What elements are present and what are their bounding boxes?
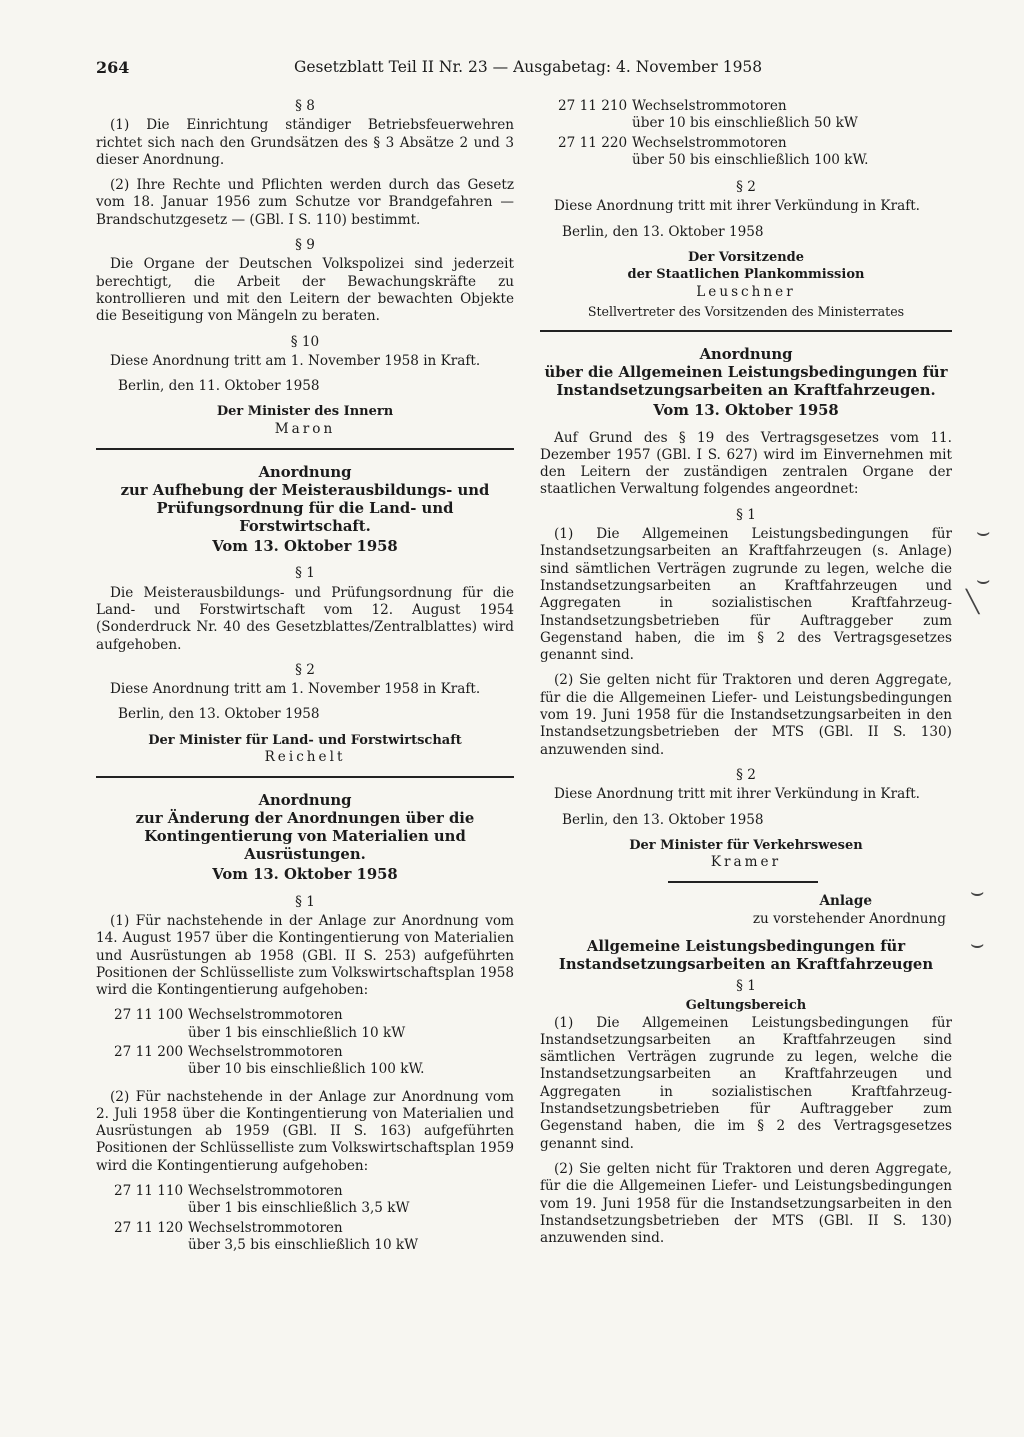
item-code: 27 11 120: [114, 1219, 184, 1236]
paragraph: (2) Sie gelten nicht für Traktoren und deren Aggregate, für die die Allgemeinen Liefer- und Leistungsbedingungen vom 19. Juni 1958 für die Instandsetzungsarbeiten in den Instandsetzungsbetrieben der MTS (GBl. II S. 130) anzuwenden sind.: [540, 672, 952, 758]
signature-title: Der Vorsitzende: [687, 250, 805, 266]
decree-title: Anordnung: [699, 346, 793, 364]
section-heading: § 2: [736, 179, 756, 196]
list-item: [96, 1220, 514, 1255]
item-text: [188, 1220, 514, 1255]
decree-subject: über die Allgemeinen Leistungsbedingungen für Instandsetzungsarbeiten an Kraftfahrzeugen.: [544, 364, 948, 400]
left-column: [96, 98, 514, 1256]
margin-mark-icon: ⌣: [970, 932, 985, 957]
margin-mark-icon: ⌣: [976, 568, 991, 593]
item-code: 27 11 100: [114, 1007, 184, 1024]
decree-subject: zur Aufhebung der Meisterausbildungs- und Prüfungsordnung für die Land- und Forstwirtschaft.: [120, 482, 490, 536]
item-line: Wechselstrommotoren: [188, 1043, 343, 1060]
place-date: Berlin, den 11. Oktober 1958: [118, 378, 320, 395]
decree-date: Vom 13. Oktober 1958: [653, 402, 839, 420]
paragraph: Die Meisterausbildungs- und Prüfungsordnung für die Land- und Forstwirtschaft vom 12. August 1954 (Sonderdruck Nr. 40 des Gesetzblattes/Zentralblattes) wird aufgehoben.: [96, 584, 514, 653]
section-heading: § 1: [736, 977, 756, 994]
item-text: [188, 1183, 514, 1218]
section-subheading: Geltungsbereich: [685, 998, 807, 1014]
paragraph: (2) Für nachstehende in der Anlage zur Anordnung vom 2. Juli 1958 über die Kontingentierung von Materialien und Ausrüstungen ab 1959 (GBl. II S. 163) aufgeführten Positionen der Schlüsselliste zum Volkswirtschaftsplan 1959 wird die Kontingentierung aufgehoben:: [96, 1088, 514, 1174]
list-item: [96, 1044, 514, 1079]
list-item: [540, 135, 952, 170]
paragraph: (1) Die Allgemeinen Leistungsbedingungen für Instandsetzungsarbeiten an Kraftfahrzeugen (s. Anlage) sind sämtlichen Verträgen zugrunde zu legen, welche die Instandsetzungsarbeiten an Kraftfahrzeugen und Aggregaten in sozialistischen Kraftfahrzeug-Instandsetzungsbetrieben für Auftraggeber zum Gegenstand haben, die im § 2 des Vertragsgesetzes genannt sind.: [540, 526, 952, 664]
signature-title: Der Minister des Innern: [216, 404, 394, 420]
paragraph: Die Organe der Deutschen Volkspolizei sind jederzeit berechtigt, die Arbeit der Bewachungskräfte zu kontrollieren und mit den Leitern der bewachten Objekte die Beseitigung von Mängeln zu beraten.: [96, 256, 514, 325]
signature-name: Leuschner: [696, 283, 796, 300]
section-heading: § 1: [295, 565, 315, 582]
page-number: 264: [96, 58, 130, 77]
decree-date: Vom 13. Oktober 1958: [212, 538, 398, 556]
item-line: über 3,5 bis einschließlich 10 kW: [188, 1236, 419, 1253]
signature-name: Reichelt: [264, 749, 346, 766]
paragraph: (1) Die Allgemeinen Leistungsbedingungen für Instandsetzungsarbeiten an Kraftfahrzeugen sind sämtlichen Verträgen zugrunde zu legen, welche die Instandsetzungsarbeiten an Kraftfahrzeugen und Aggregaten in sozialistischen Kraftfahrzeug-Instandsetzungsbetrieben für Auftraggeber zum Gegenstand haben, die im § 2 des Vertragsgesetzes genannt sind.: [540, 1014, 952, 1152]
signature-title: der Staatlichen Plankommission: [627, 267, 865, 283]
item-line: über 1 bis einschließlich 3,5 kW: [188, 1200, 410, 1217]
annex-subtitle: zu vorstehender Anordnung: [752, 910, 946, 927]
divider: [668, 881, 818, 883]
section-heading: § 10: [290, 333, 320, 350]
item-list: [96, 1007, 514, 1078]
paragraph: (1) Die Einrichtung ständiger Betriebsfeuerwehren richtet sich nach den Grundsätzen des § 3 Absätze 2 und 3 dieser Anordnung.: [96, 117, 514, 168]
section-heading: § 1: [736, 506, 756, 523]
signature-name: Maron: [274, 420, 336, 437]
list-item: [96, 1183, 514, 1218]
item-line: Wechselstrommotoren: [188, 1007, 343, 1024]
item-list: [540, 98, 952, 169]
paragraph: Diese Anordnung tritt mit ihrer Verkündung in Kraft.: [554, 786, 921, 803]
place-date: Berlin, den 13. Oktober 1958: [562, 223, 764, 240]
list-item: [540, 98, 952, 133]
item-list: [96, 1183, 514, 1254]
item-line: über 50 bis einschließlich 100 kW.: [632, 151, 869, 168]
section-heading: § 2: [736, 766, 756, 783]
decree-title: Anordnung: [258, 464, 352, 482]
paragraph: (2) Sie gelten nicht für Traktoren und deren Aggregate, für die die Allgemeinen Liefer- und Leistungsbedingungen vom 19. Juni 1958 für die Instandsetzungsarbeiten in den Instandsetzungsbetrieben der MTS (GBl. II S. 130) anzuwenden sind.: [540, 1160, 952, 1247]
signature-title: Der Minister für Verkehrswesen: [629, 837, 863, 853]
section-heading: § 9: [295, 237, 315, 254]
paragraph: Diese Anordnung tritt am 1. November 1958 in Kraft.: [110, 352, 481, 369]
divider: [540, 330, 952, 332]
margin-mark-icon: ⌣: [976, 520, 991, 545]
section-heading: § 1: [295, 893, 315, 910]
annex-heading: Allgemeine Leistungsbedingungen für Instandsetzungsarbeiten an Kraftfahrzeugen: [558, 937, 934, 973]
decree-date: Vom 13. Oktober 1958: [212, 866, 398, 884]
divider: [96, 448, 514, 450]
decree-title: Anordnung: [258, 792, 352, 810]
place-date: Berlin, den 13. Oktober 1958: [562, 811, 764, 828]
paragraph: Diese Anordnung tritt mit ihrer Verkündung in Kraft.: [554, 198, 921, 215]
paragraph: Diese Anordnung tritt am 1. November 1958 in Kraft.: [110, 681, 481, 698]
section-heading: § 2: [295, 661, 315, 678]
item-code: 27 11 220: [558, 134, 628, 151]
right-column: [540, 98, 952, 1255]
item-code: 27 11 110: [114, 1183, 184, 1200]
item-code: 27 11 210: [558, 98, 628, 114]
annex-title: Anlage: [819, 893, 872, 910]
paragraph: (2) Ihre Rechte und Pflichten werden durch das Gesetz vom 18. Januar 1956 zum Schutze vor Brandgefahren — Brandschutzgesetz — (GBl. I S. 110) bestimmt.: [96, 177, 514, 228]
item-line: über 10 bis einschließlich 50 kW: [632, 115, 858, 132]
header-title: Gesetzblatt Teil II Nr. 23 — Ausgabetag: 4. November 1958: [294, 58, 763, 76]
list-item: [96, 1007, 514, 1042]
item-text: [188, 1044, 514, 1079]
divider: [96, 776, 514, 778]
signature-title: Der Minister für Land- und Forstwirtschaft: [148, 732, 462, 748]
item-line: Wechselstrommotoren: [188, 1219, 343, 1236]
item-line: Wechselstrommotoren: [632, 98, 787, 114]
item-line: Wechselstrommotoren: [632, 134, 787, 151]
item-text: [632, 98, 952, 133]
item-line: Wechselstrommotoren: [188, 1183, 343, 1200]
margin-mark-icon: ╲: [966, 590, 980, 615]
margin-mark-icon: ⌣: [970, 880, 985, 905]
paragraph: Auf Grund des § 19 des Vertragsgesetzes vom 11. Dezember 1957 (GBl. I S. 627) wird im Einvernehmen mit den Leitern der zuständigen zentralen Organe der staatlichen Verwaltung folgendes angeordnet:: [540, 429, 952, 498]
section-heading: § 8: [295, 98, 315, 114]
item-text: [632, 135, 952, 170]
signature-role: Stellvertreter des Vorsitzenden des Ministerrates: [587, 303, 905, 319]
page-header: [96, 58, 776, 84]
item-text: [188, 1007, 514, 1042]
item-line: über 1 bis einschließlich 10 kW: [188, 1024, 406, 1041]
paragraph: (1) Für nachstehende in der Anlage zur Anordnung vom 14. August 1957 über die Kontingentierung von Materialien und Ausrüstungen ab 1958 (GBl. II S. 253) aufgeführten Positionen der Schlüsselliste zum Volkswirtschaftsplan 1958 wird die Kontingentierung aufgehoben:: [96, 912, 514, 999]
item-code: 27 11 200: [114, 1043, 184, 1060]
decree-subject: zur Änderung der Anordnungen über die Kontingentierung von Materialien und Ausrüstungen.: [135, 810, 475, 864]
signature-name: Kramer: [710, 854, 782, 871]
place-date: Berlin, den 13. Oktober 1958: [118, 706, 320, 723]
item-line: über 10 bis einschließlich 100 kW.: [188, 1061, 425, 1078]
